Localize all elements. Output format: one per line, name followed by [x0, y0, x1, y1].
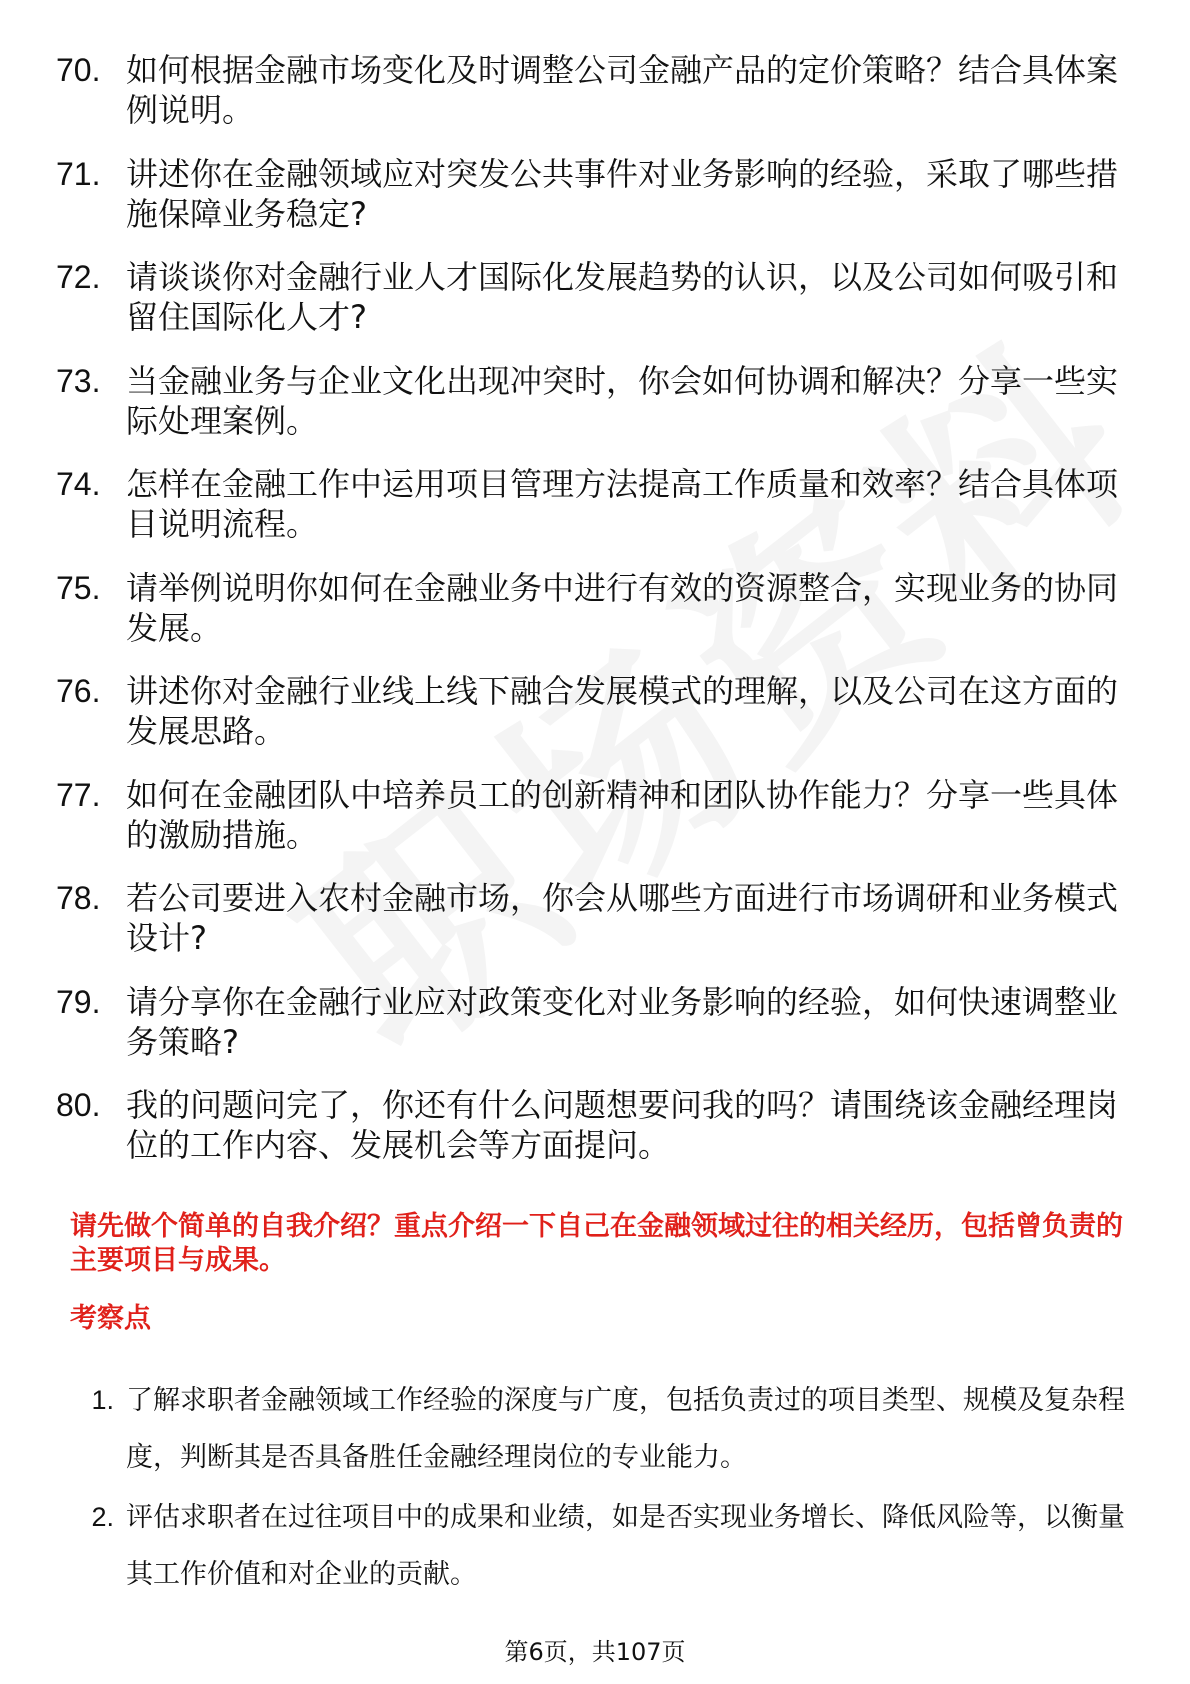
question-text: 讲述你对金融行业线上线下融合发展模式的理解，以及公司在这方面的发展思路。 [126, 672, 1119, 750]
assessment-point [70, 1489, 1130, 1603]
question-text: 我的问题问完了，你还有什么问题想要问我的吗？请围绕该金融经理岗位的工作内容、发展机会等方面提问。 [126, 1086, 1119, 1164]
question-number: 77. [56, 776, 101, 813]
question-item [56, 1085, 1136, 1165]
point-text: 评估求职者在过往项目中的成果和业绩，如是否实现业务增长、降低风险等，以衡量其工作价值和对企业的贡献。 [126, 1502, 1125, 1590]
question-item [56, 464, 1136, 544]
question-item [56, 671, 1136, 751]
assessment-point [70, 1372, 1130, 1486]
question-item [56, 775, 1136, 855]
question-item [56, 361, 1136, 441]
question-number: 75. [56, 569, 101, 606]
question-item [56, 257, 1136, 337]
question-text: 怎样在金融工作中运用项目管理方法提高工作质量和效率？结合具体项目说明流程。 [126, 465, 1119, 543]
question-item [56, 982, 1136, 1062]
question-item [56, 568, 1136, 648]
question-number: 70. [56, 52, 101, 88]
question-number: 76. [56, 673, 101, 709]
assessment-points [70, 1372, 1130, 1606]
question-number: 73. [56, 362, 101, 399]
question-number: 71. [56, 155, 101, 192]
section-title: 考察点 [70, 1303, 151, 1334]
question-text: 讲述你在金融领域应对突发公共事件对业务影响的经验，采取了哪些措施保障业务稳定? [126, 154, 1119, 233]
question-list [56, 50, 1136, 1189]
question-number: 80. [56, 1087, 101, 1123]
page-footer: 第6页，共107页 [504, 1638, 686, 1666]
question-number: 74. [56, 466, 101, 502]
question-number: 72. [56, 259, 101, 295]
point-text: 了解求职者金融领域工作经验的深度与广度，包括负责过的项目类型、规模及复杂程度，判断其是否具备胜任金融经理岗位的专业能力。 [126, 1385, 1125, 1473]
question-number: 79. [56, 983, 101, 1020]
question-item [56, 50, 1136, 130]
question-text: 如何在金融团队中培养员工的创新精神和团队协作能力？分享一些具体的激励措施。 [126, 775, 1119, 854]
question-text: 如何根据金融市场变化及时调整公司金融产品的定价策略？结合具体案例说明。 [126, 51, 1119, 129]
point-number: 2. [91, 1502, 114, 1532]
question-text: 当金融业务与企业文化出现冲突时，你会如何协调和解决？分享一些实际处理案例。 [126, 361, 1119, 440]
question-text: 请分享你在金融行业应对政策变化对业务影响的经验，如何快速调整业务策略? [126, 982, 1119, 1061]
question-text: 请举例说明你如何在金融业务中进行有效的资源整合，实现业务的协同发展。 [126, 568, 1119, 647]
highlight-question: 请先做个简单的自我介绍？重点介绍一下自己在金融领域过往的相关经历，包括曾负责的主要项目与成果。 [70, 1211, 1123, 1276]
question-item [56, 154, 1136, 234]
point-number: 1. [91, 1385, 114, 1415]
question-text: 请谈谈你对金融行业人才国际化发展趋势的认识，以及公司如何吸引和留住国际化人才? [126, 258, 1119, 336]
question-number: 78. [56, 880, 101, 916]
question-item [56, 878, 1136, 958]
question-text: 若公司要进入农村金融市场，你会从哪些方面进行市场调研和业务模式设计? [126, 879, 1119, 957]
